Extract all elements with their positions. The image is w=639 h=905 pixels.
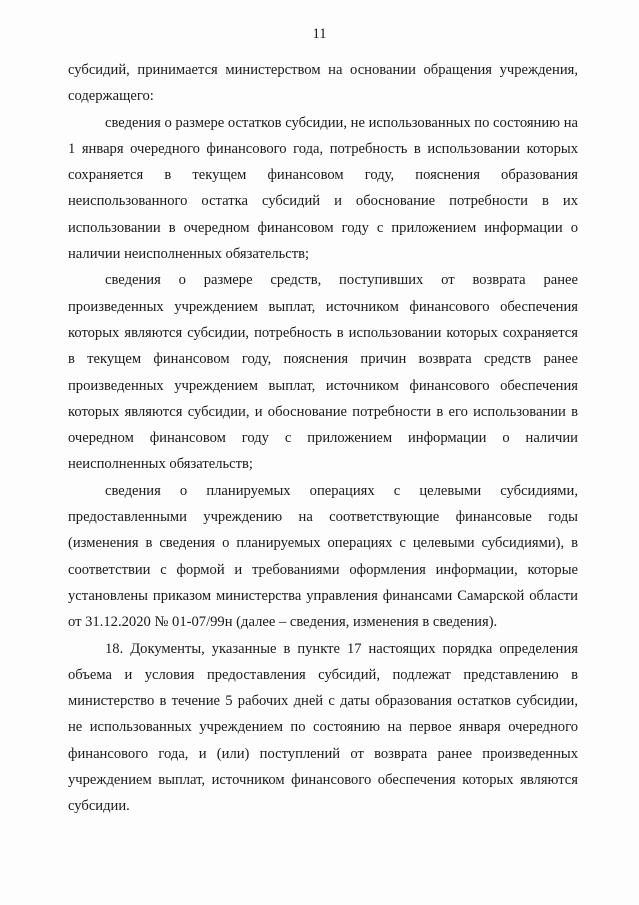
paragraph-remaining-subsidy-info: сведения о размере остатков субсидии, не использованных по состоянию на 1 января очередного финансового года, потребность в использовании которых сохраняется в текущем финансовом году, пояснения образования неиспользованного остатка субсидий и обоснование потребности в их использовании в очередном финансовом году с приложением информации о наличии неисполненных обязательств; [68, 114, 579, 263]
document-body [68, 57, 578, 820]
paragraph-continuation: субсидий, принимается министерством на основании обращения учреждения, содержащего: [68, 62, 578, 105]
paragraph-planned-operations-info: сведения о планируемых операциях с целевыми субсидиями, предоставленными учреждению на соответствующие финансовые годы (изменения в сведения о планируемых операциях с целевыми субсидиями), в соответствии с формой и требованиями оформления информации, которые установлены приказом министерства управления финансами Самарской области от 31.12.2020 № 01-07/99н (далее – сведения, изменения в сведения). [68, 482, 578, 631]
paragraph-item-18: 18. Документы, указанные в пункте 17 настоящих порядка определения объема и условия предоставления субсидий, подлежат представлению в министерство в течение 5 рабочих дней с даты образования остатков субсидии, не использованных учреждением по состоянию на первое января очередного финансового года, и (или) поступлений от возврата ранее произведенных учреждением выплат, источником финансового обеспечения которых являются субсидии. [68, 640, 578, 815]
page-number: 11 [312, 26, 327, 42]
paragraph-returned-funds-info: сведения о размере средств, поступивших от возврата ранее произведенных учреждением выплат, источником финансового обеспечения которых являются субсидии, потребность в использовании которых сохраняется в текущем финансовом году, пояснения причин возврата средств ранее произведенных учреждением выплат, источником финансового обеспечения которых являются субсидии, и обоснование потребности в его использовании в очередном финансовом году с приложением информации о наличии неисполненных обязательств; [68, 272, 578, 473]
